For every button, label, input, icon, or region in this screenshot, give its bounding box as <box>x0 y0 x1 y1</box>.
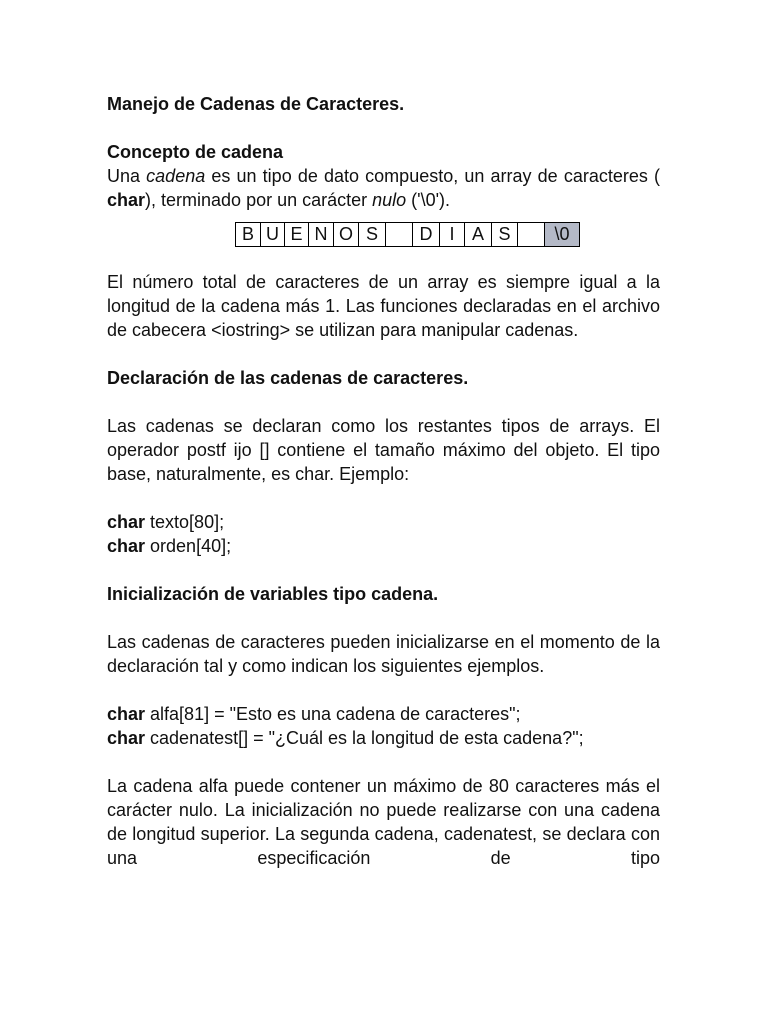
code-line: char cadenatest[] = "¿Cuál es la longitud de esta cadena?"; <box>107 728 584 748</box>
array-cell: B <box>236 223 261 247</box>
array-cell: A <box>465 223 492 247</box>
char-array-diagram <box>235 222 660 247</box>
array-cell: D <box>413 223 440 247</box>
paragraph-alfa: La cadena alfa puede contener un máximo de 80 caracteres más el carácter nulo. La inicialización no puede realizarse con una cadena de longitud superior. La segunda cadena, cadenatest, se declara con una especificación de tipo <box>107 776 660 868</box>
document-title: Manejo de Cadenas de Caracteres. <box>107 94 405 114</box>
array-cell <box>386 223 413 247</box>
array-cell <box>518 223 545 247</box>
array-cell: O <box>334 223 359 247</box>
char-array-table <box>235 222 580 247</box>
section-heading-declaracion: Declaración de las cadenas de caracteres. <box>107 368 469 388</box>
array-cell: N <box>309 223 334 247</box>
array-cell: I <box>440 223 465 247</box>
section-heading-concepto: Concepto de cadena <box>107 142 284 162</box>
array-cell: S <box>492 223 518 247</box>
document-page <box>107 92 660 870</box>
char-array-row <box>236 223 580 247</box>
code-block-declaracion <box>107 510 660 558</box>
code-line: char texto[80]; <box>107 512 225 532</box>
code-line: char alfa[81] = "Esto es una cadena de caracteres"; <box>107 704 521 724</box>
array-cell: S <box>359 223 386 247</box>
paragraph-declaracion: Las cadenas se declaran como los restantes tipos de arrays. El operador postf ijo [] contiene el tamaño máximo del objeto. El tipo base, naturalmente, es char. Ejemplo: <box>107 416 660 484</box>
array-cell-null: \0 <box>545 223 580 247</box>
array-cell: E <box>285 223 309 247</box>
paragraph-inicializacion: Las cadenas de caracteres pueden inicializarse en el momento de la declaración tal y como indican los siguientes ejemplos. <box>107 632 660 676</box>
paragraph-concepto: Una cadena es un tipo de dato compuesto, un array de caracteres ( char), terminado por un carácter nulo ('\0'). <box>107 166 661 210</box>
section-heading-inicializacion: Inicialización de variables tipo cadena. <box>107 584 439 604</box>
code-line: char orden[40]; <box>107 536 232 556</box>
code-block-inicializacion <box>107 702 660 750</box>
paragraph-longitud: El número total de caracteres de un array es siempre igual a la longitud de la cadena más 1. Las funciones declaradas en el archivo de cabecera <iostring> se utilizan para manipular cadenas. <box>107 272 660 340</box>
array-cell: U <box>261 223 285 247</box>
